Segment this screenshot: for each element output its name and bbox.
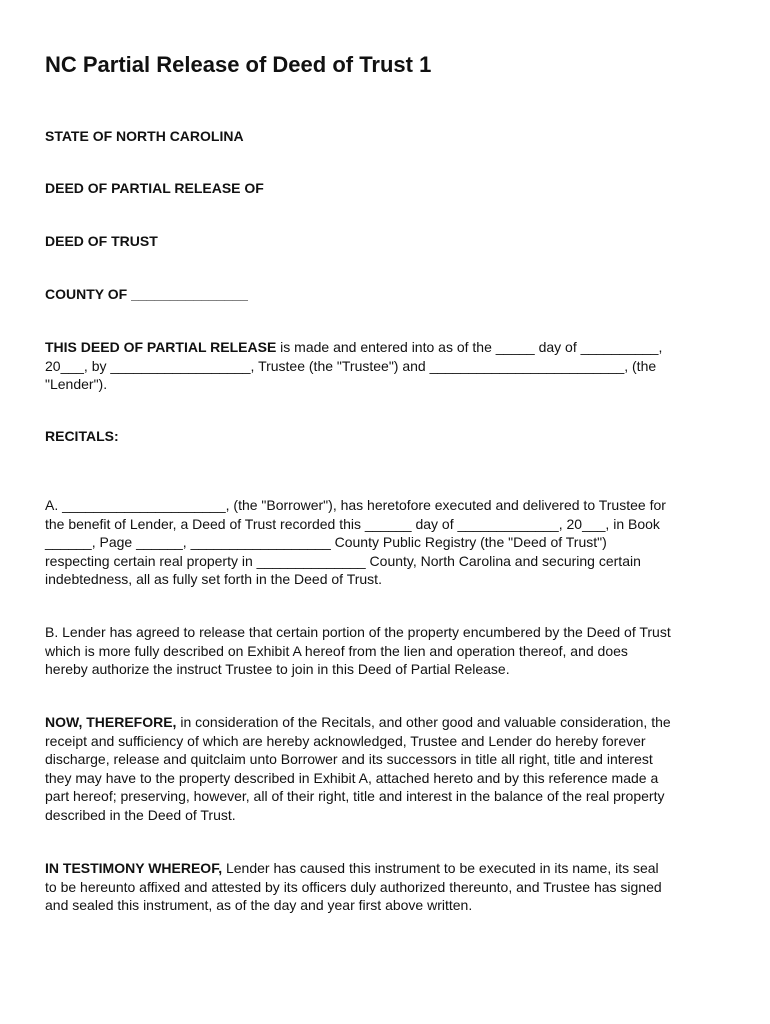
document-title: NC Partial Release of Deed of Trust 1 [45,52,432,77]
intro-paragraph [45,338,735,394]
recital-a-line: indebtedness, all as fully set forth in the Deed of Trust. [45,571,382,588]
recital-a-line: respecting certain real property in ______________ County, North Carolina and securing certain [45,552,641,569]
county-heading: COUNTY OF _______________ [45,286,248,302]
now-therefore-line: they may have to the property described in Exhibit A, attached hereto and by this reference made a [45,769,659,786]
now-therefore-paragraph [45,713,735,825]
recital-b-line: hereby authorize the instruct Trustee to join in this Deed of Partial Release. [45,661,510,678]
recital-a-line: the benefit of Lender, a Deed of Trust recorded this ______ day of _____________, 20___, in Book [45,515,660,532]
recital-b-line: which is more fully described on Exhibit A hereof from the lien and operation thereof, and does [45,642,628,659]
now-therefore-line-1-text: in consideration of the Recitals, and other good and valuable consideration, the [176,714,671,730]
testimony-bold-lead: IN TESTIMONY WHEREOF, [45,860,223,876]
testimony-line-1-text: Lender has caused this instrument to be executed in its name, its seal [222,860,659,876]
recital-a-line: A. _____________________, (the "Borrower"), has heretofore executed and delivered to Trustee for [45,497,666,513]
recital-b-paragraph [45,623,735,679]
testimony-line [45,859,735,878]
recitals-heading: RECITALS: [45,428,119,444]
state-heading: STATE OF NORTH CAROLINA [45,128,244,144]
intro-line [45,338,735,357]
deed-heading-line-2: DEED OF TRUST [45,233,158,249]
deed-heading-line-1: DEED OF PARTIAL RELEASE OF [45,180,264,196]
now-therefore-bold-lead: NOW, THEREFORE, [45,714,177,730]
now-therefore-line: discharge, release and quitclaim unto Borrower and its successors in title all right, title and interest [45,751,653,768]
testimony-paragraph [45,859,735,915]
now-therefore-line: part hereof; preserving, however, all of their right, title and interest in the balance of the real property [45,788,665,805]
recital-a-line: ______, Page ______, __________________ County Public Registry (the "Deed of Trust") [45,534,607,551]
testimony-line: and sealed this instrument, as of the day and year first above written. [45,897,473,914]
intro-line: "Lender"). [45,376,108,393]
intro-line: 20___, by __________________, Trustee (the "Trustee") and _________________________, (the [45,357,657,374]
now-therefore-line [45,713,735,732]
intro-line-1-text: is made and entered into as of the _____ day of __________, [276,339,663,355]
testimony-line: to be hereunto affixed and attested by its officers duly authorized thereunto, and Trustee has signed [45,878,662,895]
recital-b-line: B. Lender has agreed to release that certain portion of the property encumbered by the Deed of Trust [45,624,671,640]
recital-a-paragraph [45,496,735,589]
now-therefore-line: described in the Deed of Trust. [45,806,236,823]
now-therefore-line: receipt and sufficiency of which are hereby acknowledged, Trustee and Lender do hereby forever [45,732,646,749]
intro-bold-lead: THIS DEED OF PARTIAL RELEASE [45,339,277,355]
